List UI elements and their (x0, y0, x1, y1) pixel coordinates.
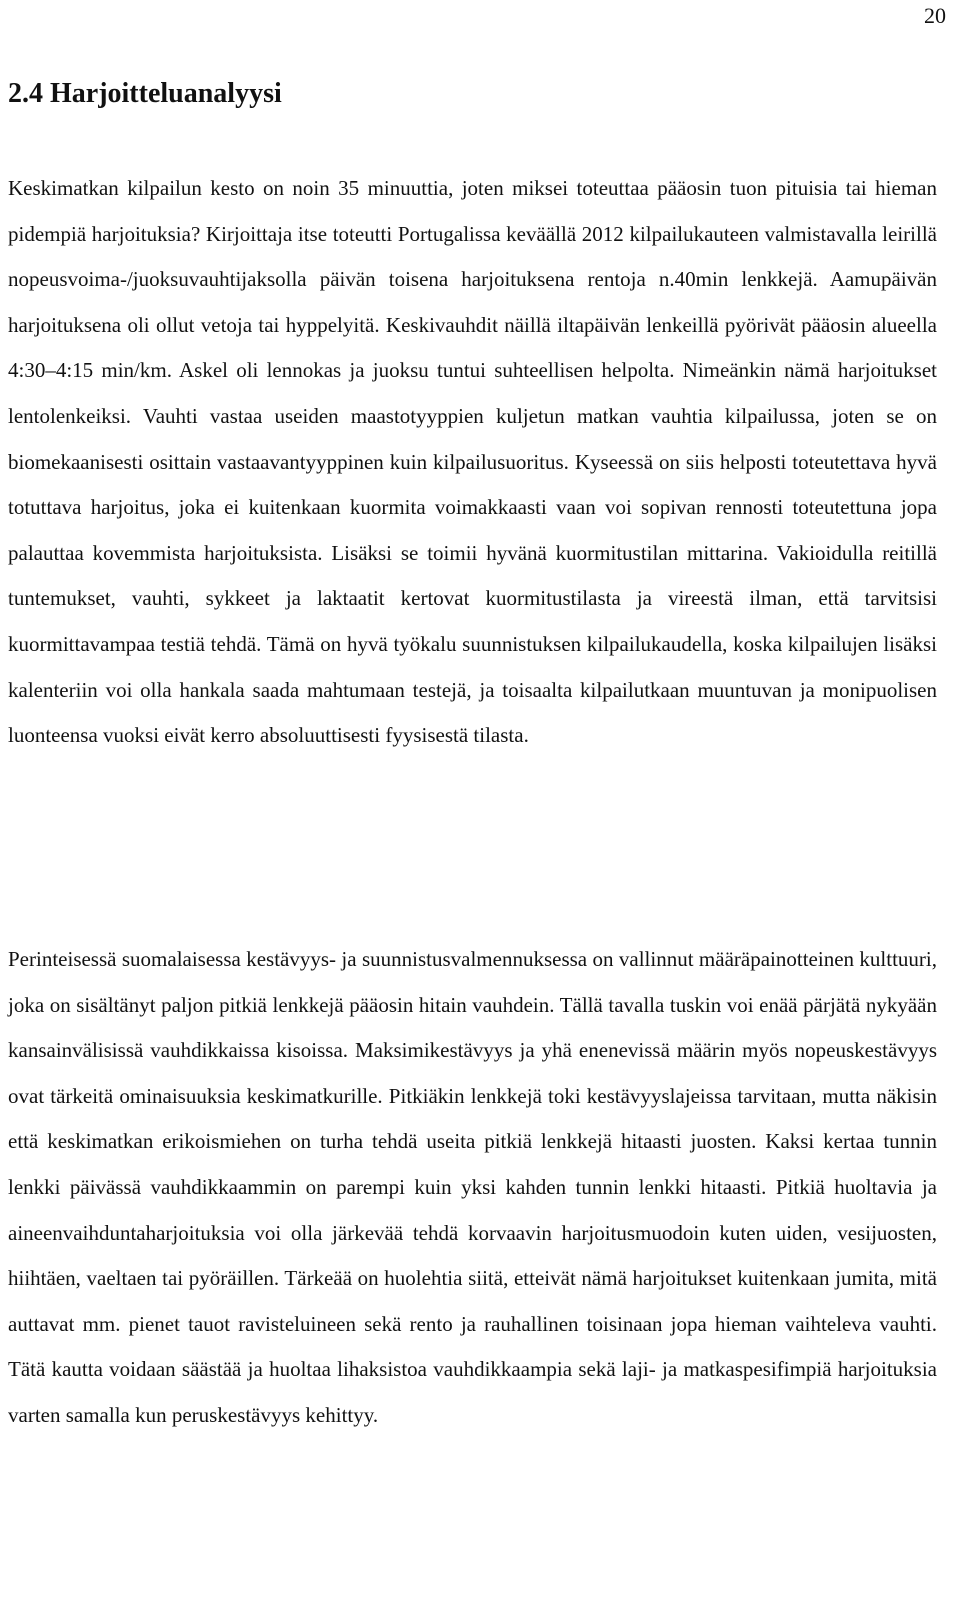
page-number: 20 (924, 3, 946, 28)
section-heading: 2.4 Harjoitteluanalyysi (8, 78, 282, 109)
body-paragraph-1: Keskimatkan kilpailun kesto on noin 35 minuuttia, joten miksei toteuttaa pääosin tuon pituisia tai hieman pidempiä harjoituksia? Kirjoittaja itse toteutti Portugalissa keväällä 2012 kilpailukauteen valmistavalla leirillä nopeusvoima-/juoksuvauhtijaksolla päivän toisena harjoituksena rentoja n.40min lenkkejä. Aamupäivän harjoituksena oli ollut vetoja tai hyppelyitä. Keskivauhdit näillä iltapäivän lenkeillä pyörivät pääosin alueella 4:30–4:15 min/km. Askel oli lennokas ja juoksu tuntui suhteellisen helpolta. Nimeänkin nämä harjoitukset lentolenkeiksi. Vauhti vastaa useiden maastotyyppien kuljetun matkan vauhtia kilpailussa, joten se on biomekaanisesti osittain vastaavantyyppinen kuin kilpailusuoritus. Kyseessä on siis helposti toteutettava hyvä totuttava harjoitus, joka ei kuitenkaan kuormita voimakkaasti vaan voi sopivan rennosti toteutettuna jopa palauttaa kovemmista harjoituksista. Lisäksi se toimii hyvänä kuormitustilan mittarina. Vakioidulla reitillä tuntemukset, vauhti, sykkeet ja laktaatit kertovat kuormitustilasta ja vireestä ilman, että tarvitsisi kuormittavampaa testiä tehdä. Tämä on hyvä työkalu suunnistuksen kilpailukaudella, koska kilpailujen lisäksi kalenteriin voi olla hankala saada mahtumaan testejä, ja toisaalta kilpailutkaan muuntuvan ja monipuolisen luonteensa vuoksi eivät kerro absoluuttisesti fyysisestä tilasta. (8, 176, 937, 748)
body-paragraph-2: Perinteisessä suomalaisessa kestävyys- ja suunnistusvalmennuksessa on vallinnut määräpainotteinen kulttuuri, joka on sisältänyt paljon pitkiä lenkkejä pääosin hitain vauhdein. Tällä tavalla tuskin voi enää pärjätä nykyään kansainvälisissä vauhdikkaissa kisoissa. Maksimikestävyys ja yhä enenevissä määrin myös nopeuskestävyys ovat tärkeitä ominaisuuksia keskimatkurille. Pitkiäkin lenkkejä toki kestävyyslajeissa tarvitaan, mutta näkisin että keskimatkan erikoismiehen on turha tehdä useita pitkiä lenkkejä hitaasti juosten. Kaksi kertaa tunnin lenkki päivässä vauhdikkaammin on parempi kuin yksi kahden tunnin lenkki hitaasti. Pitkiä huoltavia ja aineenvaihduntaharjoituksia voi olla järkevää tehdä korvaavin harjoitusmuodoin kuten uiden, vesijuosten, hiihtäen, vaeltaen tai pyöräillen. Tärkeää on huolehtia siitä, etteivät nämä harjoitukset kuitenkaan jumita, mitä auttavat mm. pienet tauot ravisteluineen sekä rento ja rauhallinen toisinaan jopa hieman vaihteleva vauhti. Tätä kautta voidaan säästää ja huoltaa lihaksistoa vauhdikkaampia sekä laji- ja matkaspesifimpiä harjoituksia varten samalla kun peruskestävyys kehittyy. (8, 947, 937, 1427)
